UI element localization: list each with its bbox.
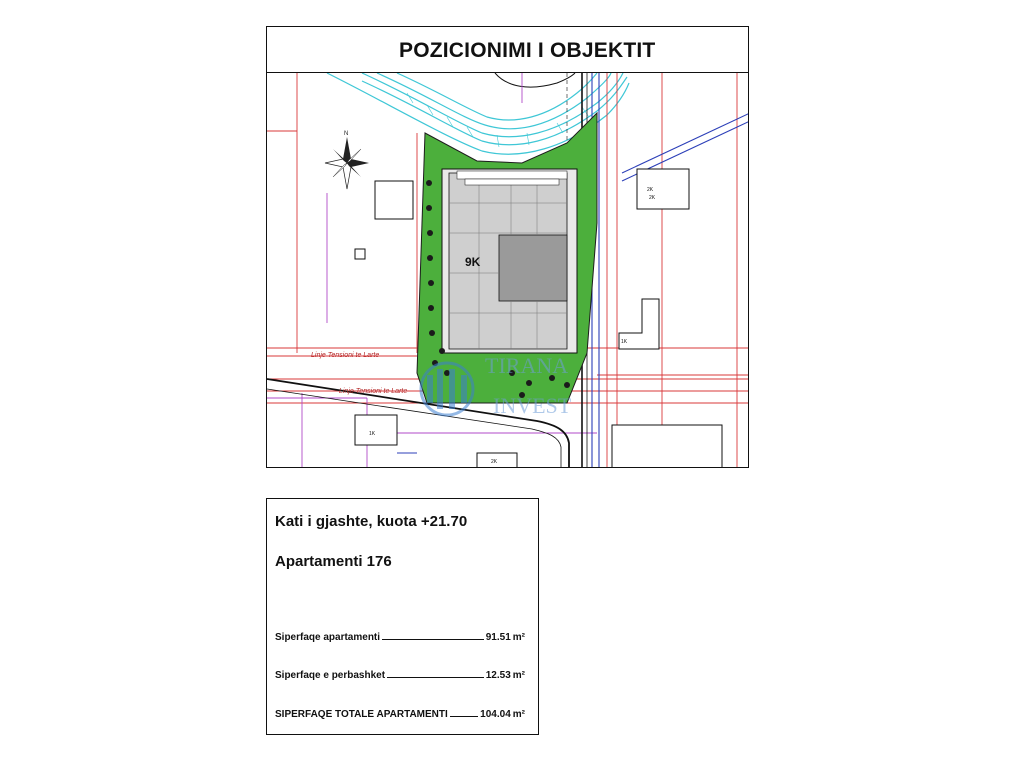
svg-text:2K: 2K (491, 459, 498, 465)
leader-line (450, 716, 478, 717)
svg-text:2K: 2K (647, 187, 654, 193)
area-row-label: SIPERFAQE TOTALE APARTAMENTI (275, 709, 448, 720)
svg-text:1K: 1K (369, 431, 376, 437)
map-title-bar (267, 27, 748, 73)
area-row-apartment (275, 632, 525, 643)
svg-text:2K: 2K (649, 195, 656, 201)
building-label: 9K (465, 255, 481, 269)
area-row-total (275, 709, 525, 720)
area-row-value: 91.51 (485, 632, 511, 643)
apartment-info-box (266, 498, 539, 735)
leader-line (382, 639, 484, 640)
north-arrow-icon (325, 137, 369, 189)
watermark-text-1: TIRANA (485, 353, 569, 378)
area-row-label: Siperfaqe apartamenti (275, 632, 381, 643)
power-line-label-2: Linje Tensioni te Larte (339, 388, 408, 395)
map-title: POZICIONIMI I OBJEKTIT (399, 39, 656, 62)
area-row-value: 12.53 (485, 670, 511, 681)
area-row-unit: m² (512, 709, 525, 720)
top-road-curve (495, 73, 575, 87)
watermark-text-2: INVEST (493, 393, 572, 418)
svg-text:1K: 1K (621, 339, 628, 345)
area-row-label: Siperfaqe e perbashket (275, 670, 386, 681)
power-line-label: Linje Tensioni te Larte (311, 352, 380, 359)
area-row-common (275, 670, 525, 681)
floor-label: Kati i gjashte, kuota +21.70 (275, 513, 468, 530)
north-label: N (344, 131, 349, 137)
site-plan-drawing (267, 73, 749, 468)
area-row-unit: m² (512, 670, 525, 681)
area-row-value: 104.04 (480, 709, 511, 720)
leader-line (387, 677, 484, 678)
building-9k (442, 169, 577, 353)
area-row-unit: m² (512, 632, 525, 643)
apartment-label: Apartamenti 176 (275, 553, 392, 570)
site-plan-frame (266, 26, 749, 468)
